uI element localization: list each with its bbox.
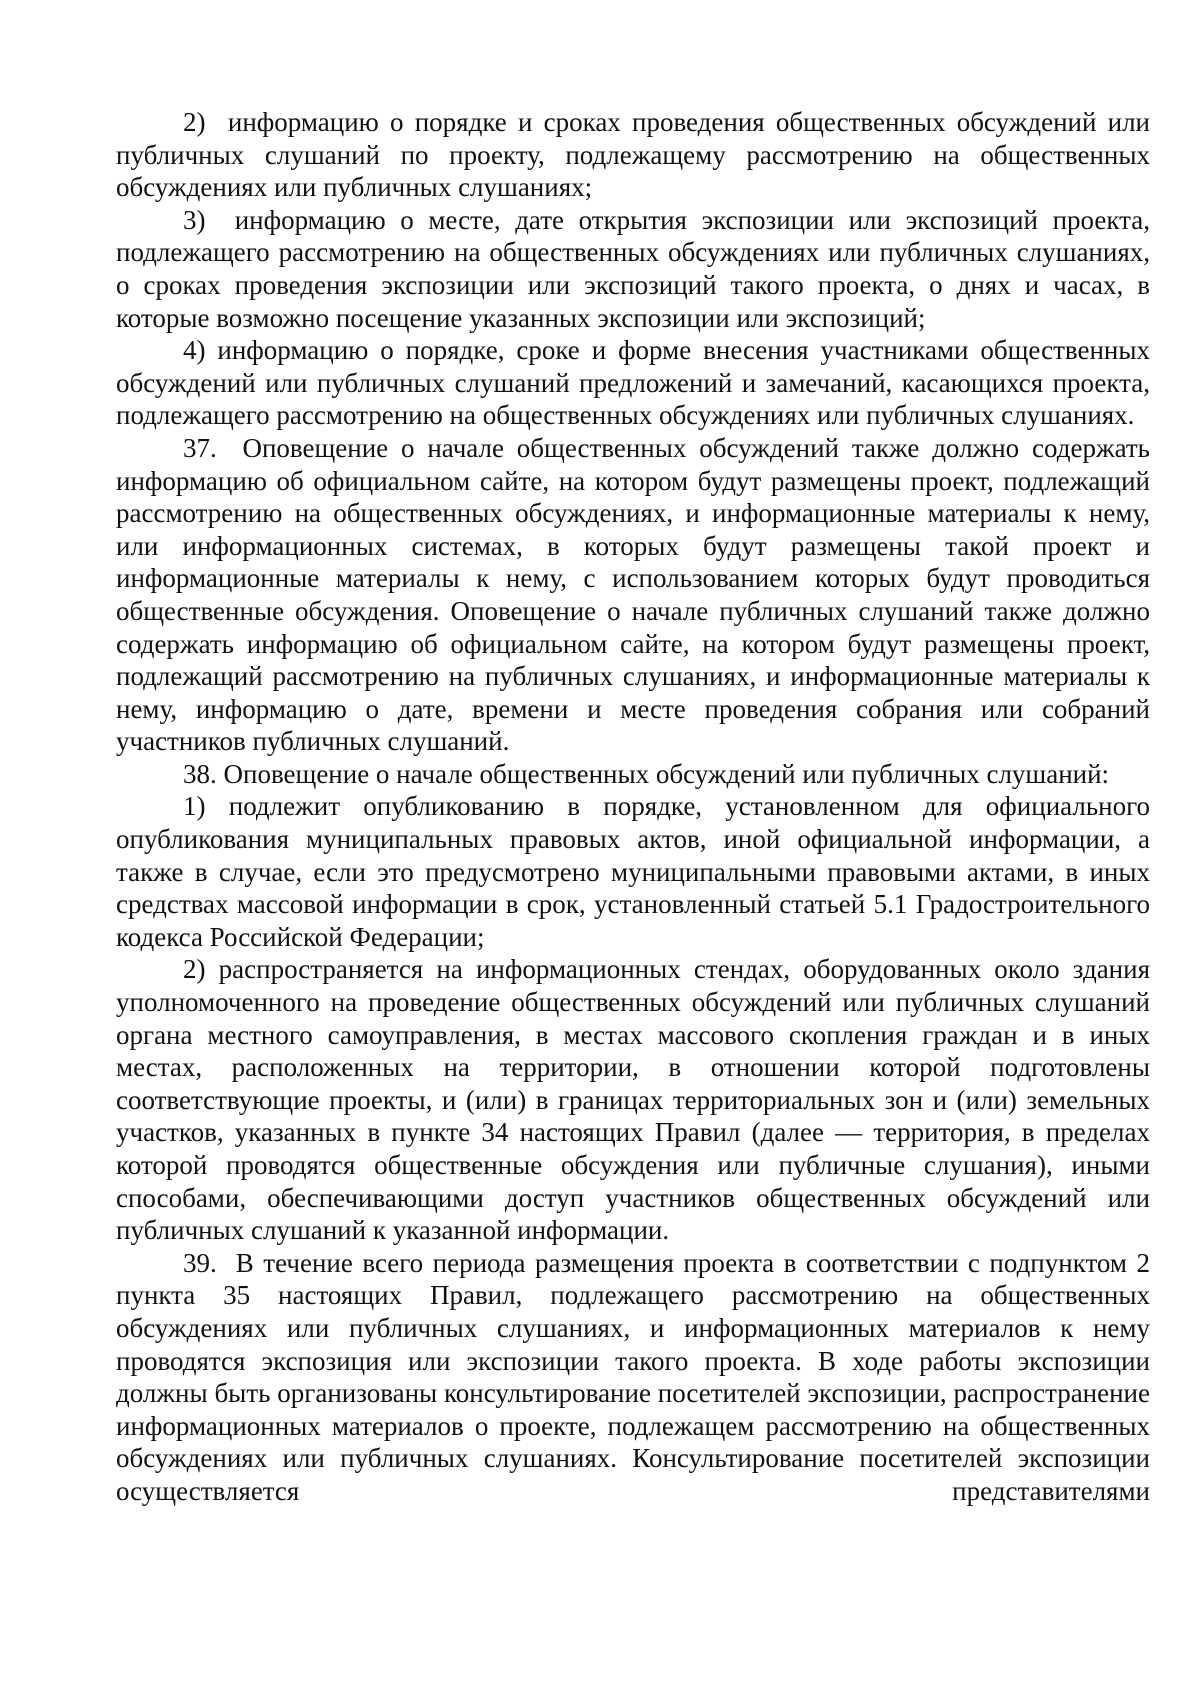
paragraph-section-37: 37. Оповещение о начале общественных обсуждений также должно содержать информацию об официальном сайте, на котором будут размещены проект, подлежащий рассмотрению на общественных обсуждениях, и информационные материалы к нему, или информационных системах, в которых будут размещены такой проект и информационные материалы к нему, с использованием которых будут проводиться общественные обсуждения. Оповещение о начале публичных слушаний также должно содержать информацию об официальном сайте, на котором будут размещены проект, подлежащий рассмотрению на публичных слушаниях, и информационные материалы к нему, информацию о дате, времени и месте проведения собрания или собраний участников публичных слушаний. <box>116 432 1150 757</box>
paragraph-item-2-stands: 2) распространяется на информационных стендах, оборудованных около здания уполномоченного на проведение общественных обсуждений или публичных слушаний органа местного самоуправления, в местах массового скопления граждан и в иных местах, расположенных на территории, в отношении которой подготовлены соответствующие проекты, и (или) в границах территориальных зон и (или) земельных участков, указанных в пункте 34 настоящих Правил (далее — территория, в пределах которой проводятся общественные обсуждения или публичные слушания), иными способами, обеспечивающими доступ участников общественных обсуждений или публичных слушаний к указанной информации. <box>116 954 1150 1246</box>
paragraph-section-38: 38. Оповещение о начале общественных обсуждений или публичных слушаний: <box>183 758 1110 789</box>
paragraph-item-3-exposition: 3) информацию о месте, дате открытия экспозиции или экспозиций проекта, подлежащего рассмотрению на общественных обсуждениях или публичных слушаниях, о сроках проведения экспозиции или экспозиций такого проекта, о днях и часах, в которые возможно посещение указанных экспозиции или экспозиций; <box>116 204 1150 333</box>
paragraph-item-2-schedule: 2) информацию о порядке и сроках проведения общественных обсуждений или публичных слушаний по проекту, подлежащему рассмотрению на общественных обсуждениях или публичных слушаниях; <box>116 107 1150 203</box>
document-page <box>116 106 1150 1508</box>
paragraph-item-1-publication: 1) подлежит опубликованию в порядке, установленном для официального опубликования муниципальных правовых актов, иной официальной информации, а также в случае, если это предусмотрено муниципальными правовыми актами, в иных средствах массовой информации в срок, установленный статьей 5.1 Градостроительного кодекса Российской Федерации; <box>116 791 1150 952</box>
paragraph-item-4-proposals: 4) информацию о порядке, сроке и форме внесения участниками общественных обсуждений или публичных слушаний предложений и замечаний, касающихся проекта, подлежащего рассмотрению на общественных обсуждениях или публичных слушаниях. <box>116 335 1150 431</box>
paragraph-section-39: 39. В течение всего периода размещения проекта в соответствии с подпунктом 2 пункта 35 настоящих Правил, подлежащего рассмотрению на общественных обсуждениях или публичных слушаниях, и информационных материалов к нему проводятся экспозиция или экспозиции такого проекта. В ходе работы экспозиции должны быть организованы консультирование посетителей экспозиции, распространение информационных материалов о проекте, подлежащем рассмотрению на общественных обсуждениях или публичных слушаниях. Консультирование посетителей экспозиции осуществляется представителями <box>116 1247 1150 1506</box>
